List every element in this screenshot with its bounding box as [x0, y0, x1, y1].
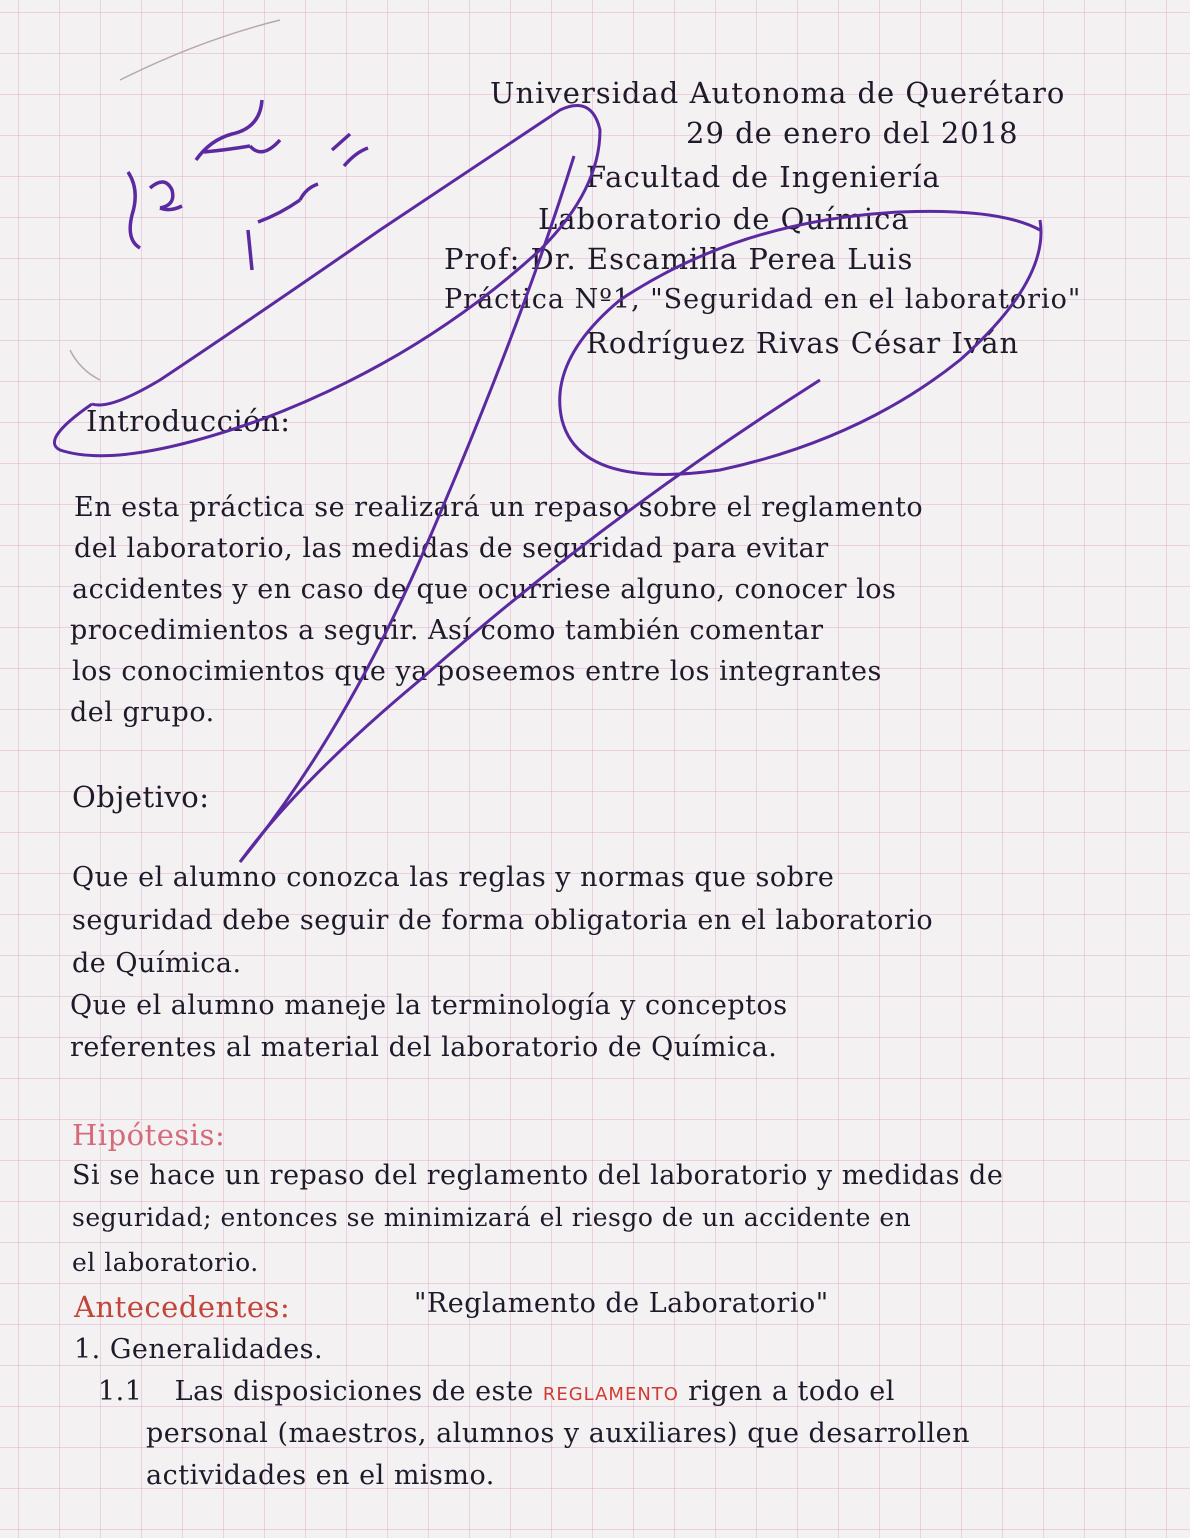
hipotesis-line: el laboratorio. [72, 1248, 259, 1277]
intro-line: procedimientos a seguir. Así como también comentar [70, 615, 824, 646]
practice-title: Práctica Nº1, "Seguridad en el laboratorio" [444, 284, 1082, 315]
lab-name: Laboratorio de Química [538, 202, 910, 236]
pencil-stroke [70, 350, 100, 380]
hipotesis-line: seguridad; entonces se minimizará el riesgo de un accidente en [72, 1203, 912, 1232]
grade-scribble-mark [128, 172, 182, 248]
objetivo-line: Que el alumno maneje la terminología y conceptos [70, 990, 788, 1021]
intro-line: los conocimientos que ya poseemos entre los integrantes [72, 656, 882, 687]
hipotesis-line: Si se hace un repaso del reglamento del laboratorio y medidas de [72, 1160, 1004, 1191]
intro-line: del grupo. [70, 697, 215, 728]
objetivo-line: de Química. [72, 948, 242, 979]
pen-long-stroke [240, 156, 574, 862]
reglamento-word: REGLAMENTO [542, 1384, 679, 1405]
objetivo-line: Que el alumno conozca las reglas y normas que sobre [72, 862, 835, 893]
grade-scribble-mark [196, 100, 280, 160]
objetivo-heading: Objetivo: [72, 780, 210, 814]
item-1-1-post: rigen a todo el [688, 1376, 895, 1407]
objetivo-line: referentes al material del laboratorio de Química. [70, 1032, 778, 1063]
item-1-1-pre: Las disposiciones de este [174, 1376, 534, 1407]
antecedentes-heading-text: Antecedentes: [74, 1290, 291, 1324]
intro-line: del laboratorio, las medidas de seguridad para evitar [74, 533, 829, 564]
faculty: Facultad de Ingeniería [586, 160, 941, 194]
hipotesis-heading: Hipótesis: [72, 1118, 226, 1152]
item-1-1-number: 1.1 [98, 1376, 143, 1407]
item-1-1-line: personal (maestros, alumnos y auxiliares) que desarrollen [146, 1418, 970, 1449]
university-name: Universidad Autonoma de Querétaro [490, 76, 1066, 110]
item-1-1-line: actividades en el mismo. [146, 1460, 495, 1491]
professor: Prof: Dr. Escamilla Perea Luis [444, 242, 914, 276]
pen-long-stroke [240, 380, 820, 862]
pen-oval-stroke [560, 211, 1041, 474]
objetivo-line: seguridad debe seguir de forma obligatoria en el laboratorio [72, 905, 934, 936]
date: 29 de enero del 2018 [686, 116, 1019, 150]
intro-heading: Introducción: [86, 404, 291, 438]
reglamento-title: "Reglamento de Laboratorio" [414, 1288, 829, 1319]
pencil-stroke [120, 20, 280, 80]
item-1: 1. Generalidades. [74, 1334, 324, 1365]
intro-line: accidentes y en caso de que ocurriese alguno, conocer los [72, 574, 897, 605]
student-name: Rodríguez Rivas César Iván [586, 326, 1020, 360]
pen-loop-stroke [54, 106, 600, 456]
intro-line: En esta práctica se realizará un repaso sobre el reglamento [74, 492, 924, 523]
